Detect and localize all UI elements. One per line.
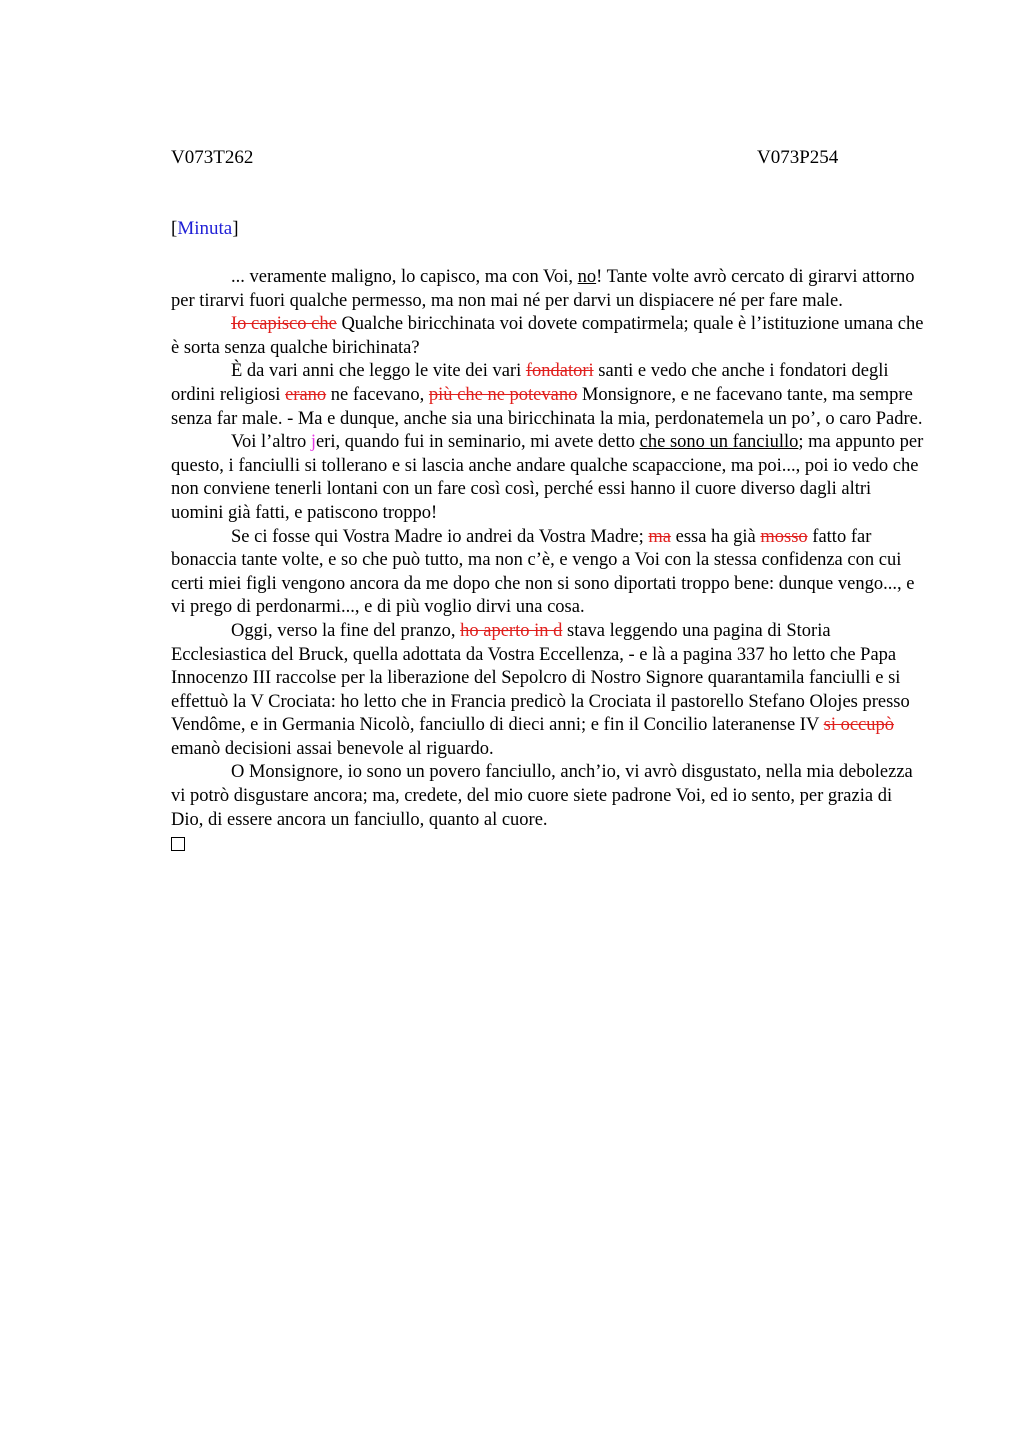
header-left-code: V073T262 [171, 147, 254, 168]
deleted-text: erano [285, 384, 327, 405]
deleted-text: si occupò [823, 715, 895, 736]
text-run: Se ci fosse qui Vostra Madre io andrei da Vostra Madre; [231, 526, 649, 547]
section-heading [171, 218, 239, 240]
paragraph-6 [171, 620, 927, 762]
deleted-text: ho aperto in d [460, 620, 563, 641]
text-run: Monsignore, e ne facevano tante, ma sempre senza far male. - Ma e dunque, anche sia una biricchinata la mia, perdonatemela un po’, o caro Padre. [171, 384, 923, 429]
paragraph-5 [171, 526, 927, 620]
paragraph-4 [171, 431, 927, 525]
deleted-text: più che ne potevano [428, 384, 578, 405]
letter-body [171, 266, 927, 851]
document-header [171, 147, 843, 169]
paragraph-1 [171, 266, 927, 313]
text-run: santi e vedo che anche i fondatori degli ordini religiosi [171, 361, 889, 405]
text-run: Voi l’altro [231, 432, 311, 453]
text-run: Qualche biricchinata voi dovete compatirmela; quale è l’istituzione umana che è sorta senza qualche birichinata? [171, 314, 924, 358]
text-run: ne facevano, [326, 384, 429, 405]
paragraph-7 [171, 761, 927, 832]
text-run: ; ma appunto per questo, i fanciulli si tollerano e si lascia anche andare qualche scapaccione, ma poi..., poi io vedo che non conviene tenerli lontani con un fare così così, perché essi hanno il cuore diverso dagli altri uomini già fatti, e patiscono troppo! [171, 432, 924, 523]
paragraph-3 [171, 360, 927, 431]
text-run: essa ha già [670, 526, 761, 547]
inserted-letter: j [310, 432, 316, 453]
paragraph-2 [171, 313, 927, 360]
heading-label: Minuta [177, 218, 233, 239]
text-run: eri, quando fui in seminario, mi avete detto [315, 432, 640, 453]
deleted-text: Io capisco che [231, 314, 337, 335]
text-run: O Monsignore, io sono un povero fanciullo, anch’io, vi avrò disgustato, nella mia debolezza vi potrò disgustare ancora; ma, credete, del mio cuore siete padrone Voi, ed io sento, per grazia di Dio, di essere ancora un fanciullo, quanto al cuore. [171, 762, 913, 830]
deleted-text: fondatori [525, 361, 594, 382]
heading-open-bracket: [ [171, 218, 178, 239]
text-run: fatto far bonaccia tante volte, e so che può tutto, ma non c’è, e vengo a Voi con la stessa confidenza con cui certi miei figli vengono ancora da me dopo che non si sono diportati troppo bene: dunque vengo..., e vi prego di perdonarmi..., e di più voglio dirvi una cosa. [171, 526, 915, 618]
end-of-text-box-icon [171, 837, 185, 851]
text-run: È da vari anni che leggo le vite dei vari [231, 361, 526, 382]
text-run: Oggi, verso la fine del pranzo, [231, 620, 461, 641]
heading-close-bracket: ] [232, 218, 239, 239]
text-run: ! Tante volte avrò cercato di girarvi attorno per tirarvi fuori qualche permesso, ma non mai né per darvi un dispiacere né per fare male. [171, 267, 915, 311]
text-run: stava leggendo una pagina di Storia Ecclesiastica del Bruck, quella adottata da Vostra Eccellenza, - e là a pagina 337 ho letto che Papa Innocenzo III raccolse per la liberazione del Sepolcro di Nostro Signore quarantamila fanciulli e si effettuò la V Crociata: ho letto che in Francia predicò la Crociata il pastorello Stefano Olojes presso Vendôme, e in Germania Nicolò, fanciullo di dieci anni; e fin il Concilio lateranense IV [171, 620, 910, 736]
deleted-text: mosso [760, 526, 808, 547]
text-run: ... veramente maligno, lo capisco, ma con Voi, [231, 267, 578, 287]
underlined-text: no [577, 267, 597, 287]
text-run: emanò decisioni assai benevole al riguardo. [171, 738, 494, 759]
underlined-text: che sono un fanciullo [639, 432, 799, 453]
header-right-code: V073P254 [757, 147, 839, 168]
deleted-text: ma [648, 526, 671, 547]
